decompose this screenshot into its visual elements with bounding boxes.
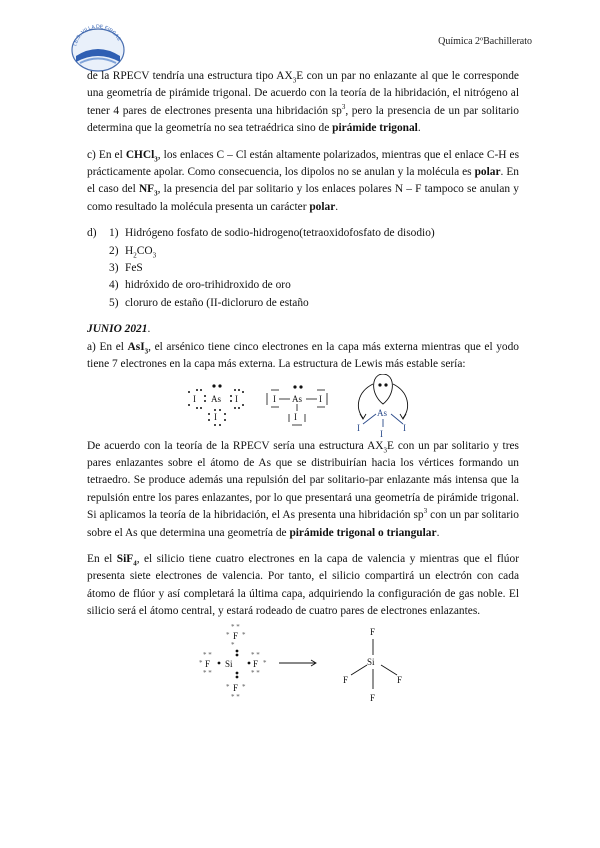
svg-text:As: As: [211, 393, 222, 404]
svg-text:F: F: [205, 658, 211, 669]
paragraph-nf3-geometry: de la RPECV tendría una estructura tipo $AX_3E$ con un par no enlazante al que le corresponde una geometría de pirámide trigonal. De acuerdo con la teoría de la hibridación, el nitrógeno al tener 4 pares de electrones presenta una hibridación $sp^3$, pero la presencia de un par solitario determina que la geometría no sea tetraédrica sino de pirámide trigonal.: [87, 70, 520, 135]
svg-text:I: I: [193, 393, 196, 404]
sif4-3d-structure: [343, 627, 402, 703]
svg-text:F: F: [370, 626, 376, 637]
svg-text:*: *: [231, 640, 235, 649]
svg-text:F: F: [343, 674, 349, 685]
svg-text:*: *: [242, 682, 246, 691]
svg-text:* *: * *: [231, 622, 240, 631]
svg-text:I: I: [319, 393, 322, 404]
reaction-arrow: [279, 660, 316, 666]
paragraph-sif4: En el SiF$_4$, el silicio tiene cuatro electrones en la capa de valencia y mientras que el flúor presenta siete electrones de valencia. Por tanto, el silicio compartirá un electrón con cada átomo de flúor y así completará la última capa, adquiriendo la configuración de gas noble. El silicio será el átomo central, y estará rodeado de cuatro pares de electrones enlazantes.: [87, 552, 519, 618]
svg-text:I: I: [403, 422, 406, 433]
svg-text:I: I: [380, 428, 383, 438]
svg-text:As: As: [377, 407, 388, 418]
svg-text:* *: * *: [251, 650, 260, 659]
list-item: 5) cloruro de estaño (II-dicloruro de estaño: [109, 296, 309, 309]
list-item: 3) FeS: [109, 262, 143, 275]
svg-text:F: F: [253, 658, 259, 669]
list-item: 1) Hidrógeno fosfato de sodio-hidrogeno(tetraoxidofosfato de disodio): [109, 227, 435, 240]
svg-text:I: I: [235, 393, 238, 404]
svg-text:*: *: [226, 682, 230, 691]
paragraph-asi3-rpecv: De acuerdo con la teoría de la RPECV sería una estructura $AX_3E$ con un par solitario y tres pares enlazantes sobre el átomo de As que se distribuirían hacia los vértices formando un tetraedro. Se produce además una repulsión del par solitario-par enlazante más intensa que la repulsión entre los pares enlazantes, por lo que presentará una geometría de pirámide trigonal. Si aplicamos la teoría de la hibridación, el As presenta una hibridación $sp^3$ con un par solitario sobre el As que determina una geometría de pirámide trigonal o triangular.: [87, 439, 520, 539]
svg-text:As: As: [292, 393, 303, 404]
sif4-figure: [87, 621, 519, 717]
asi3-lewis-figure: [87, 374, 519, 438]
svg-text:F: F: [370, 692, 376, 703]
list-item: 2) $H_2CO_3$: [109, 244, 157, 259]
asi3-3d-structure: [357, 374, 408, 438]
naming-list: d) 1) Hidrógeno fosfato de sodio-hidrogeno(tetraoxidofosfato de disodio) 2) $H_2CO_3$ 3) FeS 4) hidróxido de oro-trihidroxido de oro 5) cloruro de estaño (II-dicloruro de estaño: [87, 225, 519, 312]
svg-text:F: F: [397, 674, 403, 685]
paragraph-asi3-intro: a) En el AsI$_3$, el arsénico tiene cinco electrones en la capa más externa mientras que el yodo tiene 7 electrones en la capa más externa. La estructura de Lewis más estable sería:: [87, 340, 519, 371]
svg-text:* *: * *: [203, 650, 212, 659]
lewis-structure-dots: [188, 384, 244, 426]
lewis-structure-lines: [267, 385, 327, 425]
svg-text:F: F: [233, 682, 239, 693]
svg-text:I: I: [273, 393, 276, 404]
sif4-lewis-structure: [199, 623, 267, 701]
svg-text:F: F: [233, 630, 239, 641]
paragraph-polarity: c) En el CHCl$_3$, los enlaces C – Cl están altamente polarizados, mientras que el enlace C-H es prácticamente apolar. Como consecuencia, los dipolos no se anulan y la molécula es polar. En el caso del $NF_3$, la presencia del par solitario y los enlaces polares N – F tampoco se anulan y como resultado la molécula presenta un carácter polar.: [87, 148, 520, 213]
svg-text:I: I: [214, 411, 217, 422]
list-item: 4) hidróxido de oro-trihidroxido de oro: [109, 279, 291, 292]
svg-text:I: I: [294, 411, 297, 422]
school-logo: [68, 20, 128, 72]
svg-text:* *: * *: [251, 668, 260, 677]
logo-text: I.E.S. VILLA DE FIRGAS: [72, 23, 122, 47]
svg-text:*: *: [263, 658, 267, 667]
svg-text:*: *: [226, 630, 230, 639]
svg-text:* *: * *: [203, 668, 212, 677]
svg-text:Si: Si: [367, 656, 375, 667]
svg-text:I: I: [357, 422, 360, 433]
svg-text:*: *: [199, 658, 203, 667]
course-label: Química 2ºBachillerato: [438, 36, 532, 47]
section-heading: JUNIO 2021.: [87, 323, 151, 336]
svg-text:Si: Si: [225, 658, 233, 669]
svg-text:*: *: [242, 630, 246, 639]
svg-text:* *: * *: [231, 692, 240, 701]
